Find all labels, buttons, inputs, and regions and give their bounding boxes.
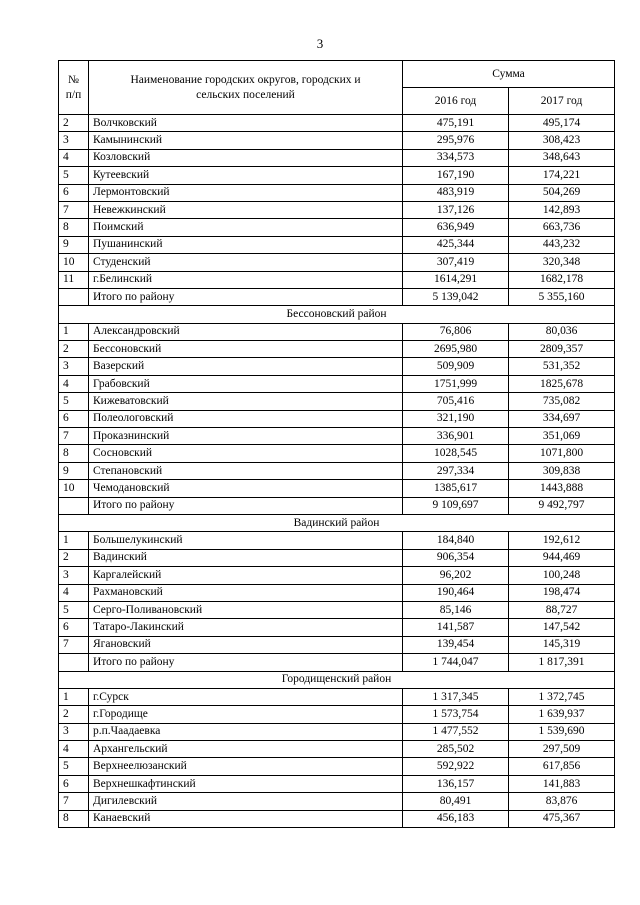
- amount-2017: 192,612: [509, 532, 615, 549]
- amount-2016: 139,454: [403, 636, 509, 653]
- settlement-name: г.Белинский: [89, 271, 403, 288]
- amount-2016: 483,919: [403, 184, 509, 201]
- table-row: [59, 149, 615, 166]
- amount-2016: 136,157: [403, 775, 509, 792]
- amount-2017: 348,643: [509, 149, 615, 166]
- settlement-name: Татаро-Лакинский: [89, 619, 403, 636]
- amount-2016: 334,573: [403, 149, 509, 166]
- table-row: [59, 184, 615, 201]
- row-number: 5: [59, 601, 89, 618]
- table-row: [59, 619, 615, 636]
- amount-2017: 1071,800: [509, 445, 615, 462]
- amount-2017: 663,736: [509, 219, 615, 236]
- header-year-2016: 2016 год: [403, 88, 509, 115]
- settlement-name: Полеологовский: [89, 410, 403, 427]
- row-number: 5: [59, 393, 89, 410]
- table-row: [59, 219, 615, 236]
- amount-2017: 1 639,937: [509, 706, 615, 723]
- amount-2016: 1385,617: [403, 480, 509, 497]
- row-number: 1: [59, 688, 89, 705]
- row-number: 2: [59, 341, 89, 358]
- row-number: 5: [59, 758, 89, 775]
- amount-2016: 167,190: [403, 167, 509, 184]
- amount-2017: 1 372,745: [509, 688, 615, 705]
- amount-2016: 141,587: [403, 619, 509, 636]
- district-heading-row: [59, 306, 615, 323]
- table-row: [59, 393, 615, 410]
- row-number: 4: [59, 149, 89, 166]
- table-row: [59, 271, 615, 288]
- amount-2017: 1682,178: [509, 271, 615, 288]
- settlement-name: Вазерский: [89, 358, 403, 375]
- table-row: [59, 532, 615, 549]
- settlement-name: Пушанинский: [89, 236, 403, 253]
- district-total-row: [59, 497, 615, 514]
- row-number: 8: [59, 445, 89, 462]
- amount-2016: 475,191: [403, 115, 509, 132]
- amount-2017: 80,036: [509, 323, 615, 340]
- row-number: 4: [59, 375, 89, 392]
- settlement-name: Студенский: [89, 254, 403, 271]
- table-row: [59, 445, 615, 462]
- table-row: [59, 132, 615, 149]
- settlement-name: Дигилевский: [89, 793, 403, 810]
- header-name-line2: сельских поселений: [196, 88, 295, 101]
- table-row: [59, 810, 615, 827]
- settlement-name: Сосновский: [89, 445, 403, 462]
- amount-2017: 9 492,797: [509, 497, 615, 514]
- table-row: [59, 601, 615, 618]
- settlement-name: г.Сурск: [89, 688, 403, 705]
- amount-2017: 735,082: [509, 393, 615, 410]
- settlement-name: Верхнеелюзанский: [89, 758, 403, 775]
- row-number: 10: [59, 480, 89, 497]
- district-total-row: [59, 288, 615, 305]
- row-number: 2: [59, 549, 89, 566]
- table-row: [59, 480, 615, 497]
- row-number: [59, 288, 89, 305]
- row-number: 7: [59, 428, 89, 445]
- row-number: 6: [59, 184, 89, 201]
- amount-2017: 504,269: [509, 184, 615, 201]
- settlement-name: Волчковский: [89, 115, 403, 132]
- settlement-name: Козловский: [89, 149, 403, 166]
- row-number: 2: [59, 115, 89, 132]
- amount-2016: 906,354: [403, 549, 509, 566]
- amount-2017: 2809,357: [509, 341, 615, 358]
- table-row: [59, 775, 615, 792]
- settlement-name: Проказнинский: [89, 428, 403, 445]
- header-name-column: [89, 61, 403, 115]
- settlement-name: Невежкинский: [89, 201, 403, 218]
- amount-2017: 147,542: [509, 619, 615, 636]
- district-heading: Бессоновский район: [59, 306, 615, 323]
- amount-2016: 1028,545: [403, 445, 509, 462]
- amount-2016: 456,183: [403, 810, 509, 827]
- settlement-name: Канаевский: [89, 810, 403, 827]
- district-heading: Вадинский район: [59, 514, 615, 531]
- row-number: 11: [59, 271, 89, 288]
- amount-2017: 83,876: [509, 793, 615, 810]
- amount-2016: 336,901: [403, 428, 509, 445]
- row-number: [59, 497, 89, 514]
- amount-2017: 443,232: [509, 236, 615, 253]
- amount-2016: 80,491: [403, 793, 509, 810]
- table-row: [59, 462, 615, 479]
- amount-2016: 1751,999: [403, 375, 509, 392]
- header-name-line1: Наименование городских округов, городских и: [130, 73, 361, 86]
- settlement-name: Ягановский: [89, 636, 403, 653]
- header-number-column: [59, 61, 89, 115]
- amount-2016: 592,922: [403, 758, 509, 775]
- table-row: [59, 341, 615, 358]
- row-number: 9: [59, 462, 89, 479]
- amount-2017: 142,893: [509, 201, 615, 218]
- settlement-name: Лермонтовский: [89, 184, 403, 201]
- amount-2016: 2695,980: [403, 341, 509, 358]
- row-number: 4: [59, 741, 89, 758]
- amount-2016: 85,146: [403, 601, 509, 618]
- row-number: 6: [59, 775, 89, 792]
- amount-2017: 88,727: [509, 601, 615, 618]
- amount-2016: 9 109,697: [403, 497, 509, 514]
- amount-2017: 198,474: [509, 584, 615, 601]
- table-body: [59, 115, 615, 828]
- amount-2016: 297,334: [403, 462, 509, 479]
- amount-2016: 96,202: [403, 567, 509, 584]
- amount-2016: 5 139,042: [403, 288, 509, 305]
- amount-2017: 334,697: [509, 410, 615, 427]
- amount-2017: 944,469: [509, 549, 615, 566]
- amount-2016: 1 744,047: [403, 654, 509, 671]
- settlement-name: р.п.Чаадаевка: [89, 723, 403, 740]
- table-row: [59, 358, 615, 375]
- settlement-name: Итого по району: [89, 497, 403, 514]
- amount-2016: 321,190: [403, 410, 509, 427]
- amount-2017: 1 539,690: [509, 723, 615, 740]
- table-row: [59, 428, 615, 445]
- row-number: 3: [59, 358, 89, 375]
- row-number: 6: [59, 619, 89, 636]
- table-row: [59, 688, 615, 705]
- settlement-name: Архангельский: [89, 741, 403, 758]
- settlement-name: Итого по району: [89, 654, 403, 671]
- amount-2017: 141,883: [509, 775, 615, 792]
- page-number: 3: [316, 36, 324, 51]
- settlement-name: Вадинский: [89, 549, 403, 566]
- amount-2017: 617,856: [509, 758, 615, 775]
- table-header: [59, 61, 615, 115]
- amount-2016: 295,976: [403, 132, 509, 149]
- row-number: 7: [59, 201, 89, 218]
- amount-2016: 285,502: [403, 741, 509, 758]
- header-year-2017: 2017 год: [509, 88, 615, 115]
- table-row: [59, 706, 615, 723]
- settlement-name: г.Городище: [89, 706, 403, 723]
- row-number: 10: [59, 254, 89, 271]
- table-row: [59, 254, 615, 271]
- settlement-name: Грабовский: [89, 375, 403, 392]
- settlement-name: Верхнешкафтинский: [89, 775, 403, 792]
- settlement-name: Кижеватовский: [89, 393, 403, 410]
- amount-2017: 1 817,391: [509, 654, 615, 671]
- amount-2016: 307,419: [403, 254, 509, 271]
- amount-2017: 351,069: [509, 428, 615, 445]
- settlement-name: Каргалейский: [89, 567, 403, 584]
- settlement-name: Серго-Поливановский: [89, 601, 403, 618]
- district-heading: Городищенский район: [59, 671, 615, 688]
- table-row: [59, 793, 615, 810]
- amount-2017: 320,348: [509, 254, 615, 271]
- amount-2016: 636,949: [403, 219, 509, 236]
- amount-2016: 1 317,345: [403, 688, 509, 705]
- settlement-name: Кутеевский: [89, 167, 403, 184]
- header-number-abbrev: п/п: [65, 88, 82, 101]
- row-number: 8: [59, 219, 89, 236]
- amount-2017: 531,352: [509, 358, 615, 375]
- amount-2016: 137,126: [403, 201, 509, 218]
- table-row: [59, 723, 615, 740]
- table-row: [59, 584, 615, 601]
- settlement-name: Александровский: [89, 323, 403, 340]
- amount-2016: 190,464: [403, 584, 509, 601]
- table-row: [59, 549, 615, 566]
- row-number: 9: [59, 236, 89, 253]
- amount-2017: 309,838: [509, 462, 615, 479]
- amount-2017: 308,423: [509, 132, 615, 149]
- table-row: [59, 375, 615, 392]
- row-number: 3: [59, 567, 89, 584]
- row-number: 2: [59, 706, 89, 723]
- amount-2017: 297,509: [509, 741, 615, 758]
- table-row: [59, 567, 615, 584]
- amount-2016: 509,909: [403, 358, 509, 375]
- amount-2017: 475,367: [509, 810, 615, 827]
- row-number: 3: [59, 723, 89, 740]
- table-row: [59, 236, 615, 253]
- amount-2017: 145,319: [509, 636, 615, 653]
- district-heading-row: [59, 514, 615, 531]
- district-heading-row: [59, 671, 615, 688]
- amount-2017: 5 355,160: [509, 288, 615, 305]
- amount-2016: 705,416: [403, 393, 509, 410]
- row-number: 1: [59, 323, 89, 340]
- amount-2017: 495,174: [509, 115, 615, 132]
- district-total-row: [59, 654, 615, 671]
- table-row: [59, 115, 615, 132]
- header-number-symbol: №: [68, 73, 79, 86]
- amount-2017: 1825,678: [509, 375, 615, 392]
- amount-2017: 100,248: [509, 567, 615, 584]
- amount-2016: 76,806: [403, 323, 509, 340]
- amount-2016: 1 477,552: [403, 723, 509, 740]
- amount-2016: 425,344: [403, 236, 509, 253]
- row-number: [59, 654, 89, 671]
- amount-2017: 1443,888: [509, 480, 615, 497]
- row-number: 7: [59, 636, 89, 653]
- row-number: 4: [59, 584, 89, 601]
- row-number: 5: [59, 167, 89, 184]
- row-number: 1: [59, 532, 89, 549]
- settlement-name: Степановский: [89, 462, 403, 479]
- settlement-name: Поимский: [89, 219, 403, 236]
- table-row: [59, 636, 615, 653]
- settlement-name: Рахмановский: [89, 584, 403, 601]
- table-row: [59, 758, 615, 775]
- settlement-name: Итого по району: [89, 288, 403, 305]
- settlement-name: Чемодановский: [89, 480, 403, 497]
- row-number: 7: [59, 793, 89, 810]
- row-number: 8: [59, 810, 89, 827]
- amount-2017: 174,221: [509, 167, 615, 184]
- settlement-name: Бессоновский: [89, 341, 403, 358]
- header-sum: Сумма: [403, 61, 615, 88]
- amount-2016: 1 573,754: [403, 706, 509, 723]
- row-number: 6: [59, 410, 89, 427]
- amount-2016: 1614,291: [403, 271, 509, 288]
- table-row: [59, 410, 615, 427]
- table-row: [59, 323, 615, 340]
- table-row: [59, 167, 615, 184]
- table-row: [59, 741, 615, 758]
- settlement-name: Камынинский: [89, 132, 403, 149]
- budget-table: [58, 60, 615, 828]
- table-row: [59, 201, 615, 218]
- settlement-name: Большелукинский: [89, 532, 403, 549]
- amount-2016: 184,840: [403, 532, 509, 549]
- row-number: 3: [59, 132, 89, 149]
